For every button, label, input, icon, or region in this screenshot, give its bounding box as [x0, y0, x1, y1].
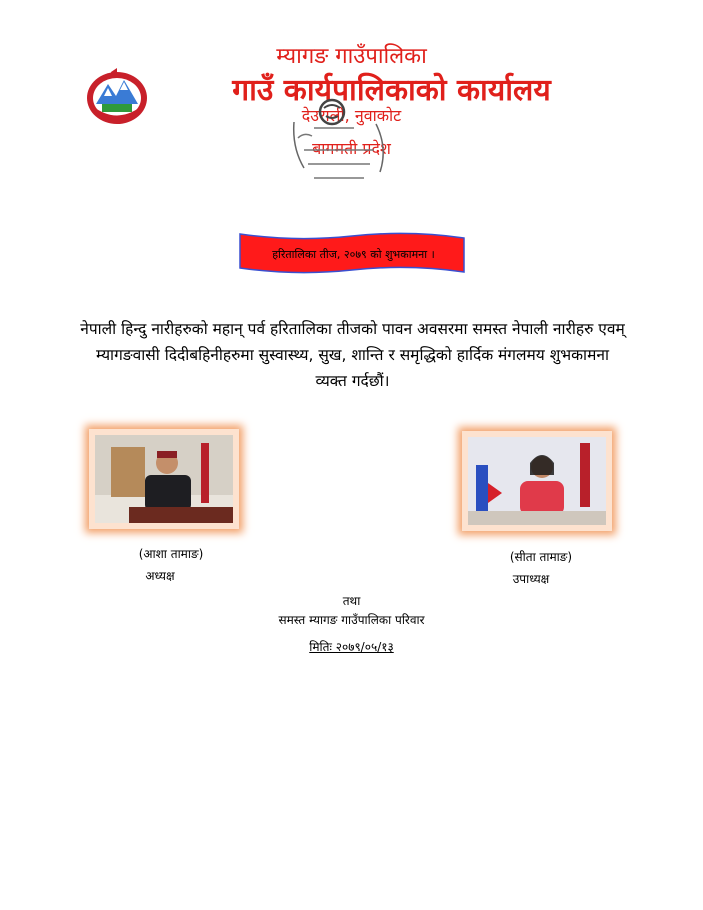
- chairperson-role: अध्यक्ष: [145, 569, 175, 583]
- greeting-message: नेपाली हिन्दु नारीहरुको महान् पर्व हरितालिका तीजको पावन अवसरमा समस्त नेपाली नारीहरु एवम् म्यागङवासी दिदीबहिनीहरुमा सुस्वास्थ्य, सुख, शान्ति र समृद्धिको हार्दिक मंगलमय शुभकामना व्यक्त गर्दछौं।: [80, 320, 625, 390]
- province-name: बागमती प्रदेश: [312, 139, 391, 158]
- vice-chairperson-photo: [462, 431, 612, 531]
- chairperson-name: (आशा तामाङ): [138, 547, 204, 561]
- conjunction-text: तथा: [342, 594, 361, 608]
- date-line: [0, 638, 703, 655]
- vice-chairperson-name: (सीता तामाङ): [509, 550, 573, 564]
- office-location: देउराली, नुवाकोट: [301, 106, 402, 125]
- family-text: समस्त म्यागङ गाउँपालिका परिवार: [278, 613, 425, 627]
- banner-text: हरितालिका तीज, २०७९ को शुभकामना ।: [272, 248, 435, 261]
- chairperson-photo: [89, 429, 239, 529]
- office-stamp-icon: [284, 98, 404, 194]
- date-text: मितिः २०७९/०५/१३: [309, 640, 394, 654]
- office-title: गाउँ कार्यपालिकाको कार्यालय: [232, 73, 551, 108]
- vice-chairperson-role: उपाध्यक्ष: [512, 572, 550, 586]
- municipality-name: म्यागङ गाउँपालिका: [276, 44, 427, 69]
